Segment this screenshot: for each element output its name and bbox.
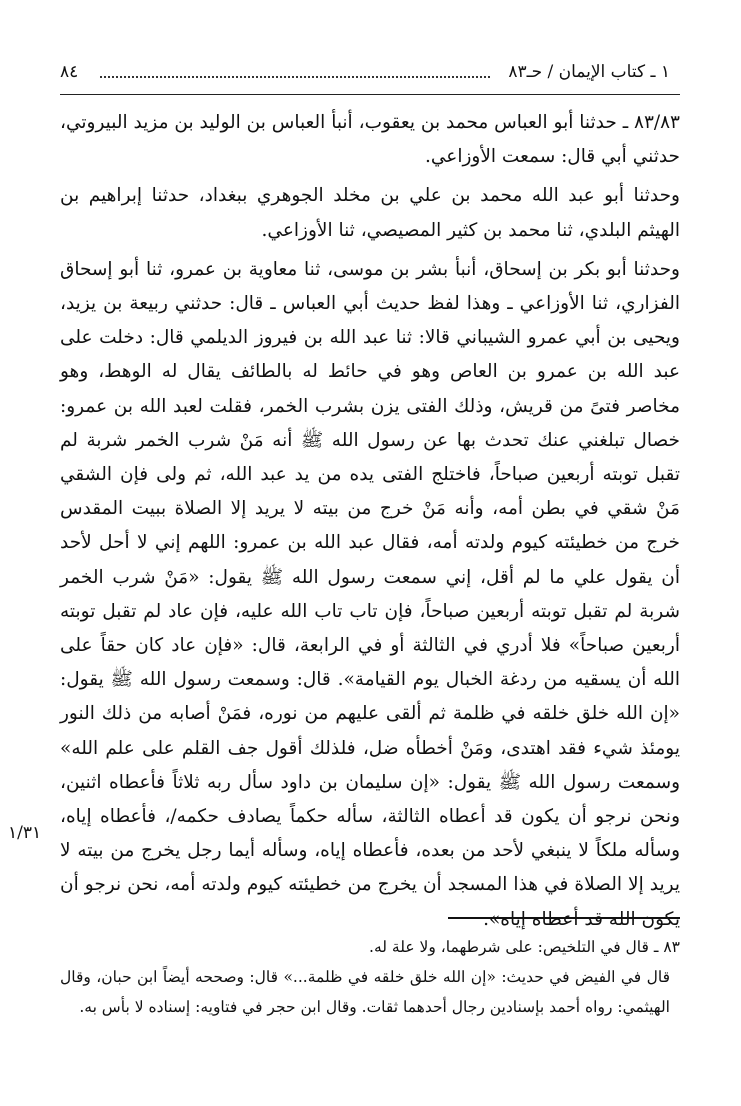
footnote-line: ٨٣ ـ قال في التلخيص: على شرطهما، ولا علة له. [369, 938, 680, 956]
footnotes [60, 932, 680, 1022]
manuscript-side-reference: ١/٣١ [8, 823, 42, 843]
paragraph-isnad-1: ٨٣/٨٣ ـ حدثنا أبو العباس محمد بن يعقوب، أنبأ العباس بن الوليد بن مزيد البيروتي، حدثني أبي قال: سمعت الأوزاعي. [60, 112, 680, 168]
header-rule [60, 94, 680, 95]
hadith-text [60, 106, 680, 937]
page-header [60, 62, 670, 90]
footnote-line: قال في الفيض في حديث: «إن الله خلق خلقه في ظلمة...» قال: وصححه أيضاً ابن حبان، وقال الهيثمي: رواه أحمد بإسنادين رجال أحدهما ثقات. وقال ابن حجر في فتاويه: إسناده لا بأس به. [60, 968, 670, 1016]
paragraph-matn: وحدثنا أبو بكر بن إسحاق، أنبأ بشر بن موسى، ثنا معاوية بن عمرو، ثنا أبو إسحاق الفزاري، ثنا الأوزاعي ـ وهذا لفظ حديث أبي العباس ـ قال: حدثني ربيعة بن يزيد، ويحيى بن أبي عمرو الشيباني قالا: ثنا عبد الله بن فيروز الديلمي قال: دخلت على عبد الله بن عمرو بن العاص وهو في حائط له بالطائف يقال له الوهط، وهو مخاصر فتىً من قريش، وذلك الفتى يزن بشرب الخمر، فقلت لعبد الله بن عمرو: خصال تبلغني عنك تحدث بها عن رسول الله ﷺ أنه مَنْ شرب الخمر شربة لم تقبل توبته أربعين صباحاً، فاختلج الفتى يده من يد عبد الله، ثم ولى فإن الشقي مَنْ شقي في بطن أمه، وأنه مَنْ خرج من بيته لا يريد إلا الصلاة ببيت المقدس خرج من خطيئته كيوم ولدته أمه، فقال عبد الله بن عمرو: اللهم إني لا أحل لأحد أن يقول علي ما لم أقل، إني سمعت رسول الله ﷺ يقول: «مَنْ شرب الخمر شربة لم تقبل توبته أربعين صباحاً، فإن تاب تاب الله عليه، فإن عاد لم تقبل توبته أربعين صباحاً» فلا أدري في الثالثة أو في الرابعة، قال: «فإن عاد كان حقاً على الله أن يسقيه من ردغة الخبال يوم القيامة». قال: وسمعت رسول الله ﷺ يقول: «إن الله خلق خلقه في ظلمة ثم ألقى عليهم من نوره، فمَنْ أصابه من ذلك النور يومئذ شيء فقد اهتدى، ومَنْ أخطأه ضل، فلذلك أقول جف القلم على علم الله» وسمعت رسول الله ﷺ يقول: «إن سليمان بن داود سأل ربه ثلاثاً فأعطاه اثنين، ونحن نرجو أن يكون قد أعطاه الثالثة، سأله حكماً يصادف حكمه/، فأعطاه إياه، وسأله ملكاً لا ينبغي لأحد من بعده، فأعطاه إياه، وسأله أيما رجل يخرج من بيته لا يريد إلا الصلاة في هذا المسجد أن يخرج من خطيئته كيوم ولدته أمه، نحن نرجو أن يكون الله قد أعطاه إياه». [60, 258, 680, 930]
footnote-rule [448, 917, 680, 919]
paragraph-isnad-2: وحدثنا أبو عبد الله محمد بن علي بن مخلد الجوهري ببغداد، حدثنا إبراهيم بن الهيثم البلدي، ثنا محمد بن كثير المصيصي، ثنا الأوزاعي. [60, 185, 680, 241]
header-dot-leader [100, 76, 490, 78]
page-number: ٨٤ [60, 62, 84, 82]
chapter-title: ١ ـ كتاب الإيمان / حـ٨٣ [502, 62, 670, 82]
